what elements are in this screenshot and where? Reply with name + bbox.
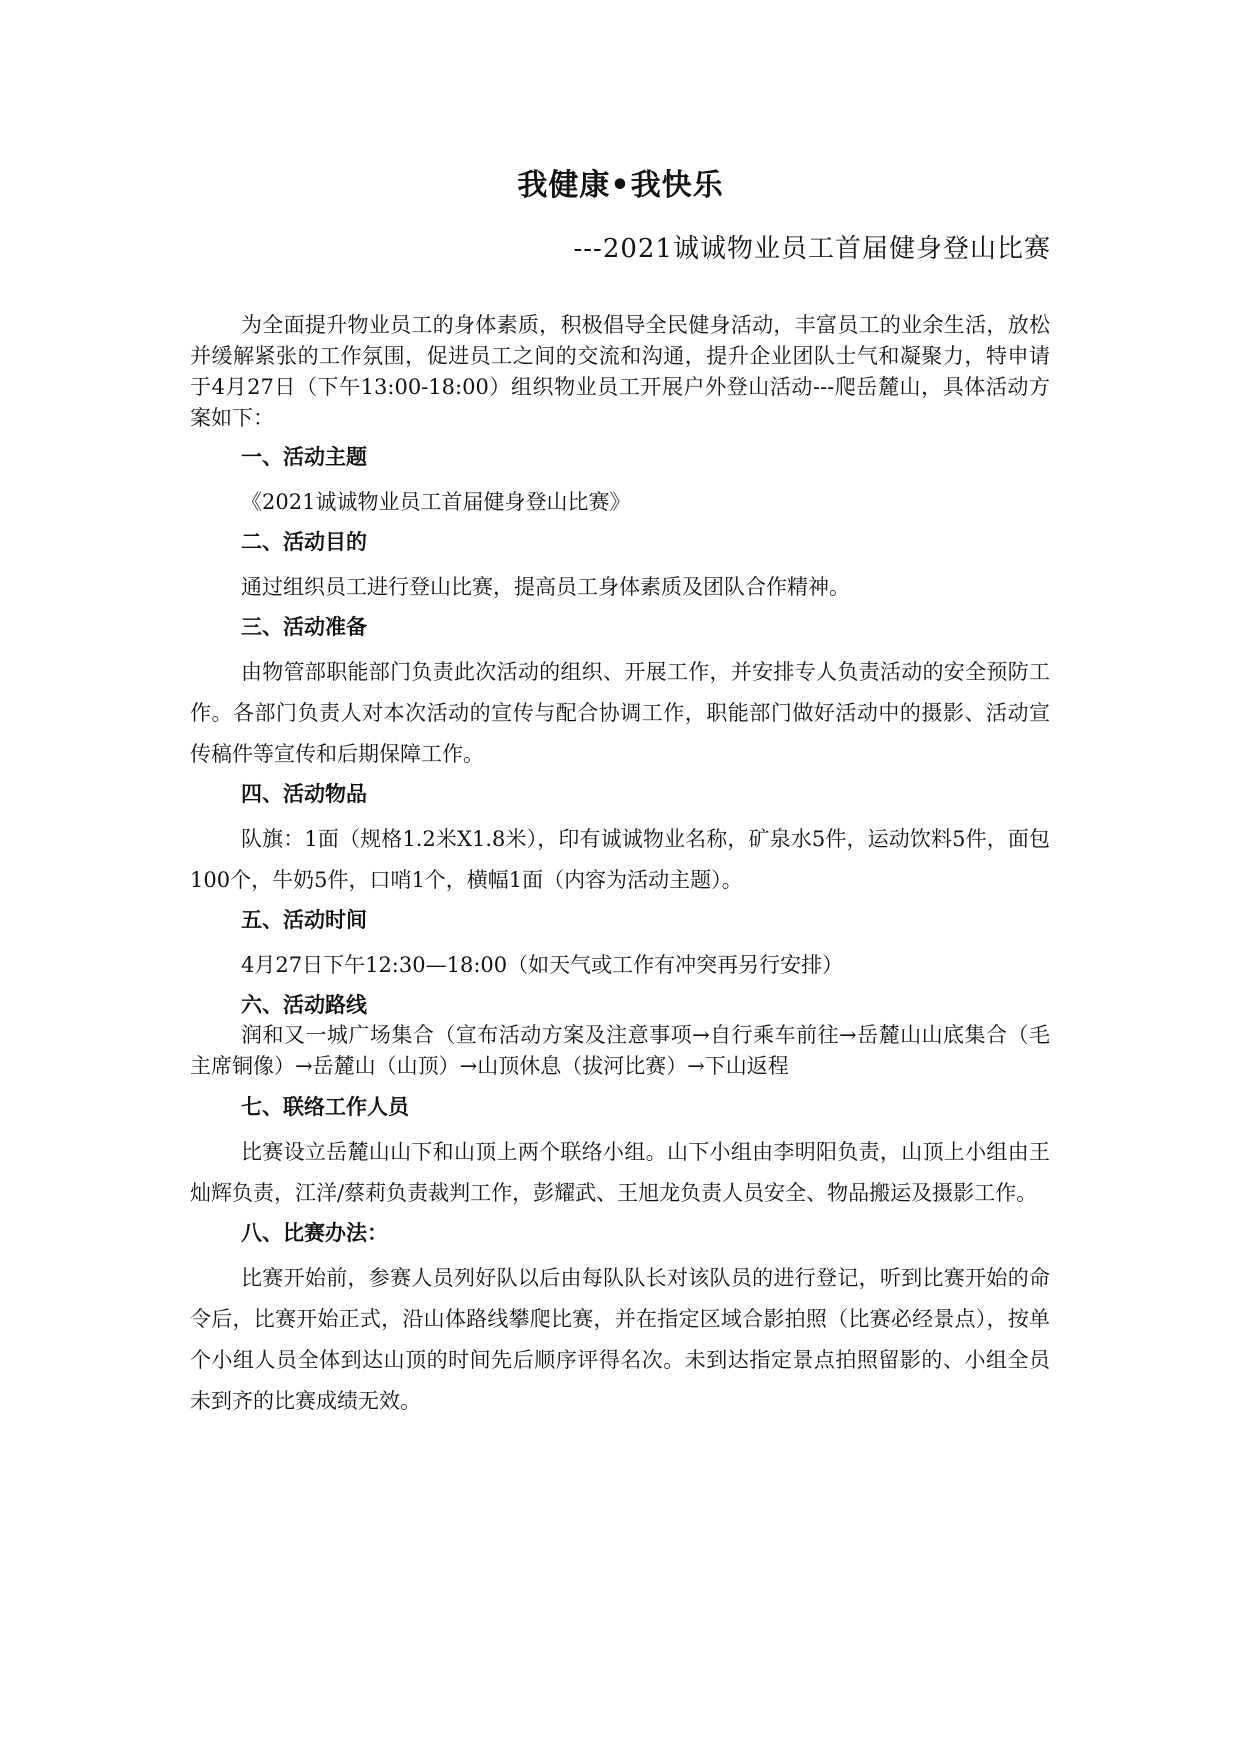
- section-heading-contacts: 七、联络工作人员: [241, 1095, 409, 1119]
- document-title: 我健康•我快乐: [517, 168, 724, 203]
- section-heading-preparation: 三、活动准备: [241, 615, 367, 639]
- section-text-theme: 《2021诚诚物业员工首届健身登山比赛》: [241, 490, 631, 514]
- section-heading-time: 五、活动时间: [241, 908, 367, 932]
- section-text-purpose: 通过组织员工进行登山比赛，提高员工身体素质及团队合作精神。: [241, 575, 850, 599]
- section-text-route: 润和又一城广场集合（宣布活动方案及注意事项→自行乘车前往→岳麓山山底集合（毛主席铜像）→岳麓山（山顶）→山顶休息（拔河比赛）→下山返程: [190, 1023, 1050, 1078]
- section-text-supplies: 队旗：1面（规格1.2米X1.8米），印有诚诚物业名称，矿泉水5件，运动饮料5件，面包100个，牛奶5件，口哨1个，横幅1面（内容为活动主题）。: [190, 827, 1050, 892]
- document-body: [190, 310, 1050, 1422]
- intro-paragraph: 为全面提升物业员工的身体素质，积极倡导全民健身活动，丰富员工的业余生活，放松并缓解紧张的工作氛围，促进员工之间的交流和沟通，提升企业团队士气和凝聚力，特申请于4月27日（下午13:00-18:00）组织物业员工开展户外登山活动---爬岳麓山，具体活动方案如下：: [190, 313, 1050, 430]
- document-subtitle: ---2021诚诚物业员工首届健身登山比赛: [573, 234, 1051, 264]
- section-text-rules: 比赛开始前，参赛人员列好队以后由每队队长对该队员的进行登记，听到比赛开始的命令后，比赛开始正式，沿山体路线攀爬比赛，并在指定区域合影拍照（比赛必经景点），按单个小组人员全体到达山顶的时间先后顺序评得名次。未到达指定景点拍照留影的、小组全员未到齐的比赛成绩无效。: [190, 1266, 1050, 1413]
- section-heading-route: 六、活动路线: [241, 993, 367, 1017]
- section-text-contacts: 比赛设立岳麓山山下和山顶上两个联络小组。山下小组由李明阳负责，山顶上小组由王灿辉负责，江洋/蔡莉负责裁判工作，彭耀武、王旭龙负责人员安全、物品搬运及摄影工作。: [190, 1140, 1050, 1205]
- section-heading-theme: 一、活动主题: [241, 445, 367, 469]
- section-text-preparation: 由物管部职能部门负责此次活动的组织、开展工作，并安排专人负责活动的安全预防工作。各部门负责人对本次活动的宣传与配合协调工作，职能部门做好活动中的摄影、活动宣传稿件等宣传和后期保障工作。: [190, 660, 1050, 766]
- section-text-time: 4月27日下午12:30—18:00（如天气或工作有冲突再另行安排）: [241, 953, 844, 977]
- section-heading-rules: 八、比赛办法：: [241, 1221, 388, 1245]
- section-heading-supplies: 四、活动物品: [241, 782, 367, 806]
- section-heading-purpose: 二、活动目的: [241, 530, 367, 554]
